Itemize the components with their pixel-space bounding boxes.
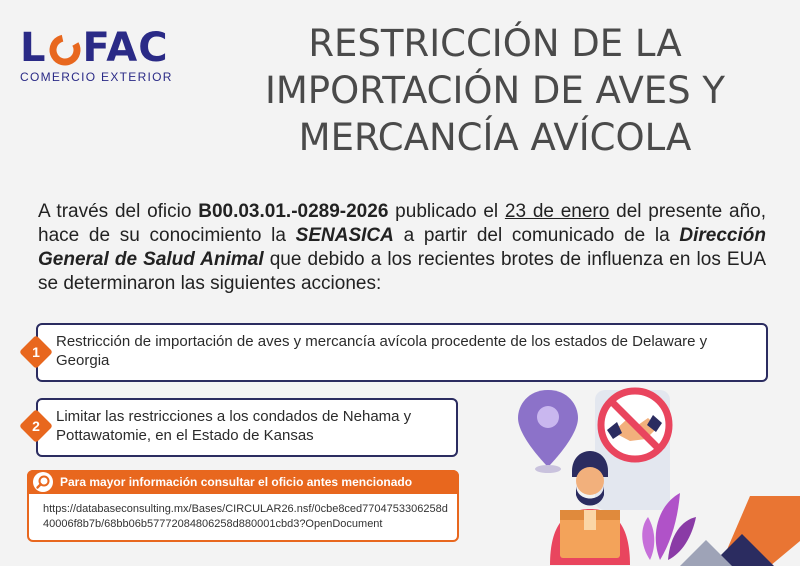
intro-text-1: A través del oficio (38, 201, 199, 222)
intro-text-3: del presente año, hace de su conocimiento la (38, 201, 766, 246)
info-header (27, 470, 459, 494)
intro-text-4: a partir del comunicado de la (393, 225, 680, 246)
intro-paragraph (38, 200, 766, 296)
pin-shadow (535, 465, 561, 473)
logo-mark-prefix: L (20, 25, 47, 71)
page-title (210, 20, 780, 161)
oficio-number: B00.03.01.-0289-2026 (198, 201, 389, 222)
prohibited-handshake-icon (601, 391, 669, 459)
action-card-2 (36, 398, 458, 457)
direccion-name: Dirección General de Salud Animal (38, 225, 766, 270)
action-text-2: Limitar las restricciones a los condados de Nehama y Pottawatomie, en el Estado de Kansas (56, 408, 412, 444)
logo-o-icon (48, 31, 82, 65)
location-pin-icon (518, 390, 578, 467)
logo-subtitle: COMERCIO EXTERIOR (20, 70, 173, 84)
search-icon (33, 472, 53, 492)
number-badge-1 (19, 335, 53, 369)
info-box (27, 470, 459, 542)
info-heading: Para mayor información consultar el oficio antes mencionado (60, 475, 413, 489)
publication-date: 23 de enero (504, 201, 610, 222)
badge-number-2: 2 (32, 418, 40, 434)
company-logo (20, 25, 190, 84)
title-line-2: IMPORTACIÓN DE AVES Y (264, 69, 726, 112)
package-box-icon (560, 510, 620, 558)
title-line-1: RESTRICCIÓN DE LA (308, 22, 682, 65)
title-line-3: MERCANCÍA AVÍCOLA (298, 116, 692, 159)
badge-number-1: 1 (32, 344, 40, 360)
number-badge-2 (19, 409, 53, 443)
intro-text-2: publicado el (388, 201, 505, 222)
reference-link[interactable]: https://databaseconsulting.mx/Bases/CIRCULAR26.nsf/0cbe8ced7704753306258d40006f8b7b/68bb06b57772084806258d880001cbd3?OpenDocument (43, 503, 448, 530)
logo-mark (20, 25, 190, 71)
import-restriction-illustration (510, 385, 700, 565)
action-card-1 (36, 323, 768, 382)
corner-decoration (680, 496, 800, 566)
logo-mark-suffix: FAC (82, 25, 169, 71)
action-text-1: Restricción de importación de aves y mercancía avícola procedente de los estados de Delaware y Georgia (56, 333, 708, 369)
agency-name: SENASICA (295, 225, 394, 246)
intro-text-5: que debido a los recientes brotes de influenza en los EUA se determinaron las siguientes acciones: (38, 249, 766, 294)
